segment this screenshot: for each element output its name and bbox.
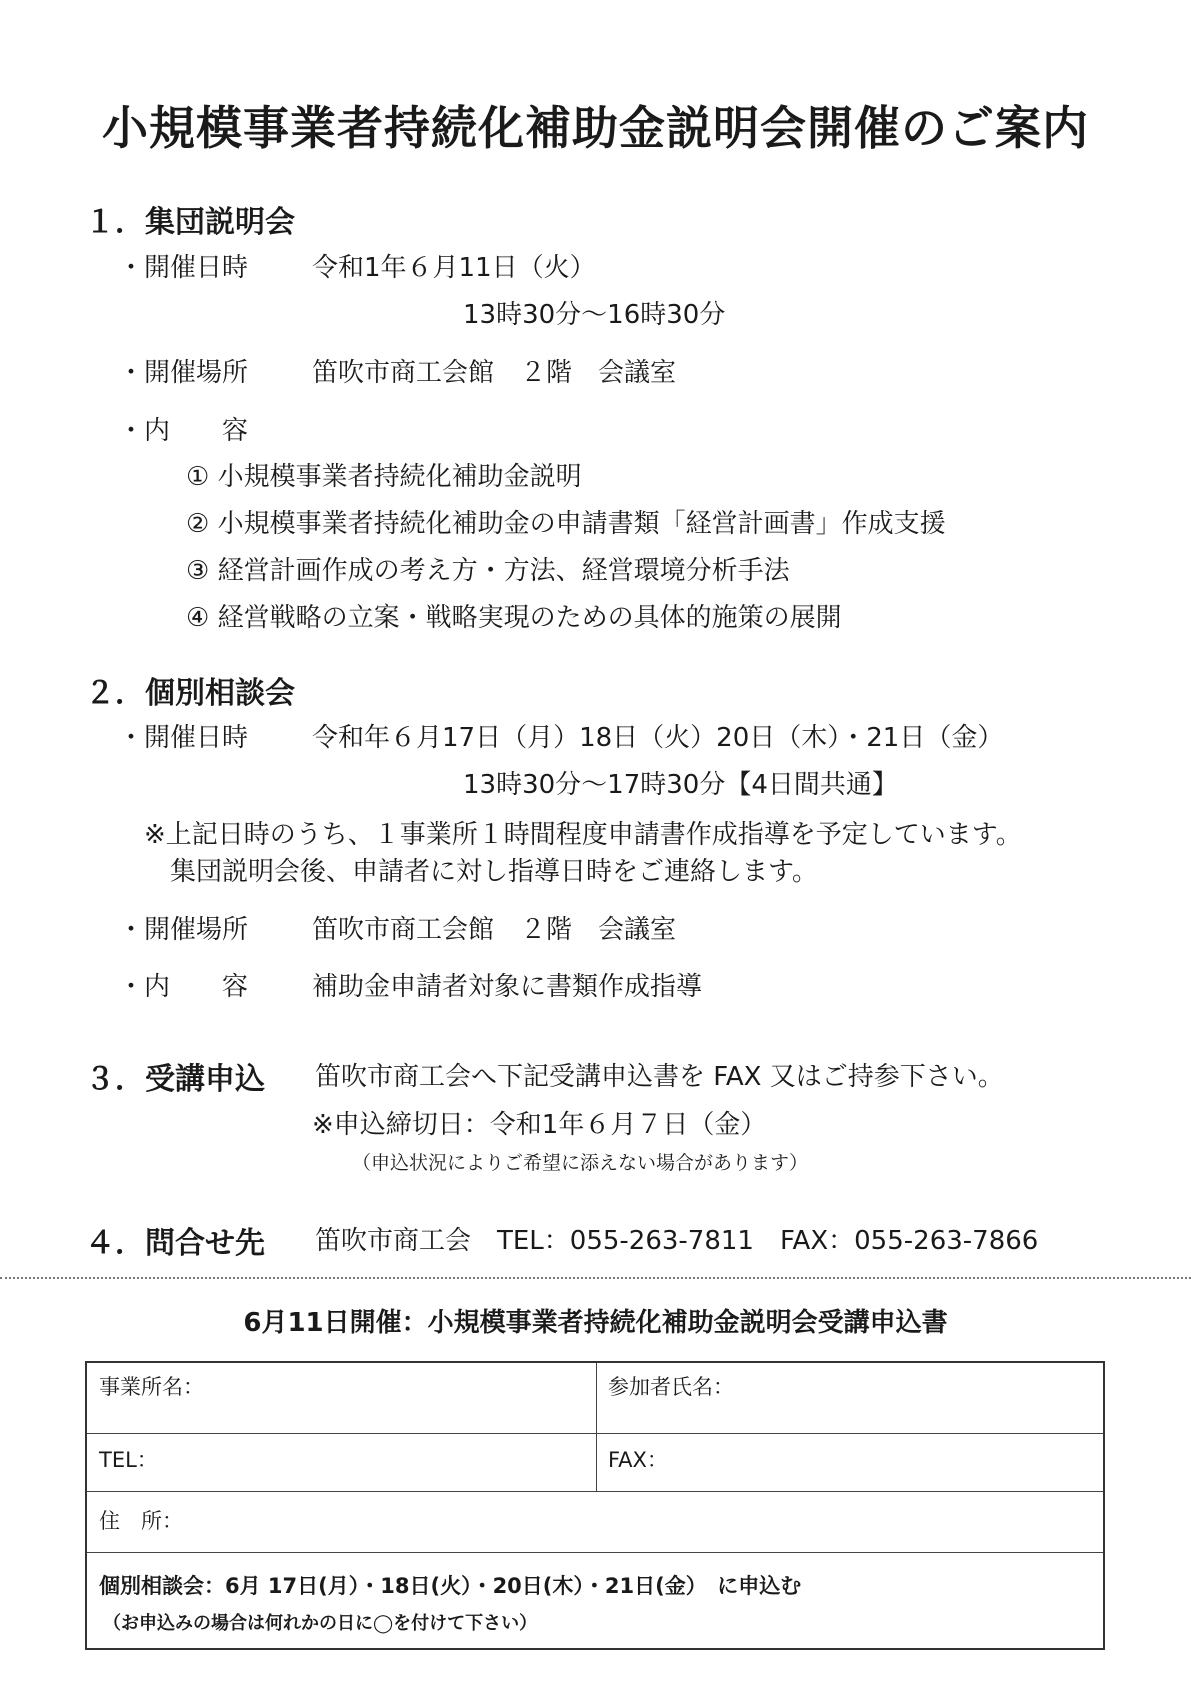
s1-place-label: ・開催場所 (118, 358, 249, 388)
s2-content-label: ・内 容 (118, 972, 249, 1002)
s1-place-value: 笛吹市商工会館 ２階 会議室 (312, 358, 677, 388)
fax-field[interactable]: FAX： (608, 1448, 668, 1472)
tel-field[interactable]: TEL： (99, 1448, 158, 1472)
address-field[interactable]: 住 所： (99, 1509, 183, 1533)
s2-time-value: 13時30分〜17時30分【4日間共通】 (463, 770, 898, 800)
section1-heading: １．集団説明会 (85, 205, 295, 240)
application-form (85, 1361, 1105, 1650)
s1-item-3: ③ 経営計画作成の考え方・方法、経営環境分析手法 (186, 556, 790, 586)
s2-place-label: ・開催場所 (118, 915, 249, 945)
business-name-field[interactable]: 事業所名： (99, 1375, 204, 1399)
s3-text: 笛吹市商工会へ下記受講申込書を FAX 又はご持参下さい。 (315, 1062, 1004, 1092)
section3-heading: ３．受講申込 (85, 1062, 265, 1097)
page-title: 小規模事業者持続化補助金説明会開催のご案内 (102, 101, 1089, 155)
s2-note-1: ※上記日時のうち、１事業所１時間程度申請書作成指導を予定しています。 (144, 820, 1022, 850)
s1-time-value: 13時30分〜16時30分 (463, 300, 726, 330)
s2-content-value: 補助金申請者対象に書類作成指導 (312, 972, 703, 1002)
s2-note-2: 集団説明会後、申請者に対し指導日時をご連絡します。 (170, 857, 818, 887)
cut-line (0, 1277, 1191, 1279)
form-row-divider (87, 1491, 1103, 1492)
s3-note: （申込状況によりご希望に添えない場合があります） (352, 1152, 809, 1174)
s1-item-2: ② 小規模事業者持続化補助金の申請書類「経営計画書」作成支援 (186, 509, 946, 539)
s2-date-value: 令和年６月17日（月）18日（火）20日（木）・21日（金） (312, 723, 1004, 753)
consult-note: （お申込みの場合は何れかの日に◯を付けて下さい） (103, 1613, 538, 1634)
s2-place-value: 笛吹市商工会館 ２階 会議室 (312, 915, 677, 945)
s1-date-value: 令和1年６月11日（火） (312, 253, 596, 283)
section4-heading: ４．問合せ先 (85, 1226, 265, 1261)
s1-content-label: ・内 容 (118, 416, 249, 446)
section2-heading: ２．個別相談会 (85, 676, 295, 711)
s2-date-label: ・開催日時 (118, 723, 249, 753)
form-divider-vertical (596, 1363, 597, 1491)
s1-item-4: ④ 経営戦略の立案・戦略実現のための具体的施策の展開 (186, 603, 842, 633)
s1-item-1: ① 小規模事業者持続化補助金説明 (186, 462, 582, 492)
consult-dates-field[interactable]: 個別相談会：6月 17日(月）・18日(火）・20日(木）・21日(金） に申込む (99, 1574, 802, 1598)
form-title: 6月11日開催：小規模事業者持続化補助金説明会受講申込書 (243, 1308, 948, 1338)
participant-name-field[interactable]: 参加者氏名： (608, 1375, 734, 1399)
form-row-divider (87, 1552, 1103, 1553)
s1-date-label: ・開催日時 (118, 253, 249, 283)
s4-contact: 笛吹市商工会 TEL：055-263-7811 FAX：055-263-7866 (315, 1226, 1039, 1256)
form-row-divider (87, 1433, 1103, 1434)
s3-deadline: ※申込締切日：令和1年６月７日（金） (312, 1110, 767, 1140)
